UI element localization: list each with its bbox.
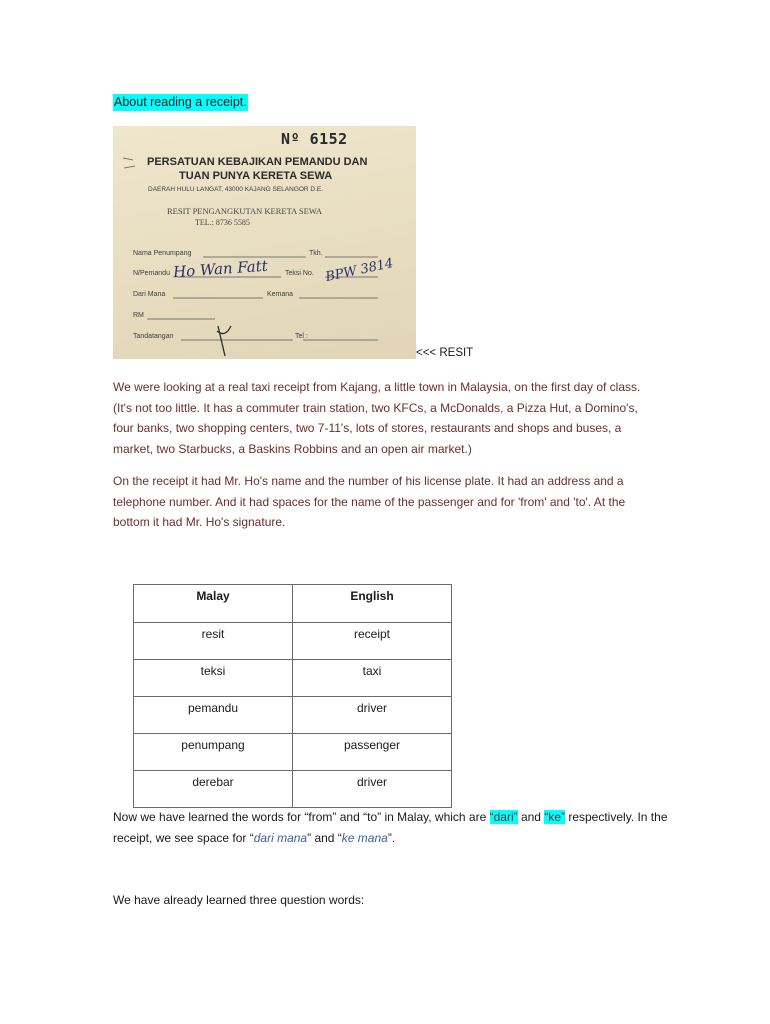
receipt-tel: TEL.: 8736 5585 xyxy=(195,218,250,227)
highlight-dari: “dari” xyxy=(489,810,518,824)
table-cell-malay: teksi xyxy=(134,660,293,697)
table-row xyxy=(134,734,452,771)
receipt-number: Nº 6152 xyxy=(281,130,348,148)
table-cell-malay: derebar xyxy=(134,771,293,808)
receipt-plate-handwritten: BPW 3814 xyxy=(324,256,395,285)
italic-dari-mana: dari mana xyxy=(253,831,308,845)
receipt-label-passenger: Nama Penumpang xyxy=(133,250,192,257)
table-row xyxy=(134,623,452,660)
table-header-malay: Malay xyxy=(134,585,293,623)
table-row xyxy=(134,771,452,808)
receipt-label-signature: Tandatangan xyxy=(133,333,174,340)
text-segment: ”. xyxy=(387,831,396,845)
receipt-label-rm: RM xyxy=(133,312,144,319)
receipt-label-tel: Tel : xyxy=(295,333,308,340)
receipt-label-to: Kemana xyxy=(267,291,294,298)
receipt-label-from: Dari Mana xyxy=(133,291,166,298)
italic-ke-mana: ke mana xyxy=(341,831,388,845)
receipt-driver-handwritten: Ho Wan Fatt xyxy=(172,256,269,282)
paragraph-question-words: We have already learned three question words: xyxy=(113,893,365,907)
resit-caption: <<< RESIT xyxy=(416,347,474,359)
receipt-org-line2: TUAN PUNYA KERETA SEWA xyxy=(179,170,333,182)
table-cell-malay: penumpang xyxy=(134,734,293,771)
vocabulary-table xyxy=(133,584,452,808)
table-header-row xyxy=(134,585,452,623)
receipt-label-taxi: Teksi No. xyxy=(285,270,314,277)
text-segment: respectively. In the receipt, we see space for “ xyxy=(113,810,668,845)
receipt-title: RESIT PENGANGKUTAN KERETA SEWA xyxy=(167,206,323,216)
receipt-label-date: Tkh. xyxy=(309,250,323,257)
receipt-label-driver: N/Pemandu xyxy=(133,270,170,277)
table-cell-malay: pemandu xyxy=(134,697,293,734)
table-cell-english: passenger xyxy=(293,734,452,771)
table-cell-english: driver xyxy=(293,697,452,734)
paragraph-receipt-intro: We were looking at a real taxi receipt from Kajang, a little town in Malaysia, on the first day of class. (It's not too little. It has a commuter train station, two KFCs, a McDonalds, a Pizza Hut, a Domino's, four banks, two shopping centers, two 7-11's, lots of stores, restaurants and shops and buses, a market, two Starbucks, a Baskins Robbins and an open air market.) xyxy=(113,380,641,456)
receipt-photo xyxy=(113,126,416,359)
table-cell-malay: resit xyxy=(134,623,293,660)
table-cell-english: taxi xyxy=(293,660,452,697)
highlight-ke: “ke” xyxy=(544,810,565,824)
table-row xyxy=(134,660,452,697)
paragraph-receipt-contents: On the receipt it had Mr. Ho's name and the number of his license plate. It had an address and a telephone number. And it had spaces for the name of the passenger and for 'from' and 'to'. At the bottom it had Mr. Ho's signature. xyxy=(113,474,626,529)
text-segment: and xyxy=(517,810,545,824)
heading: About reading a receipt. xyxy=(114,95,247,109)
table-row xyxy=(134,697,452,734)
table-cell-english: receipt xyxy=(293,623,452,660)
receipt-address: DAERAH HULU LANGAT, 43000 KAJANG SELANGOR D.E. xyxy=(148,186,324,193)
paragraph-from-to xyxy=(113,807,673,849)
text-segment: Now we have learned the words for “from” and “to” in Malay, which are xyxy=(113,810,490,824)
text-segment: ” and “ xyxy=(307,831,342,845)
receipt-org-line1: PERSATUAN KEBAJIKAN PEMANDU DAN xyxy=(147,156,368,168)
table-cell-english: driver xyxy=(293,771,452,808)
table-header-english: English xyxy=(293,585,452,623)
